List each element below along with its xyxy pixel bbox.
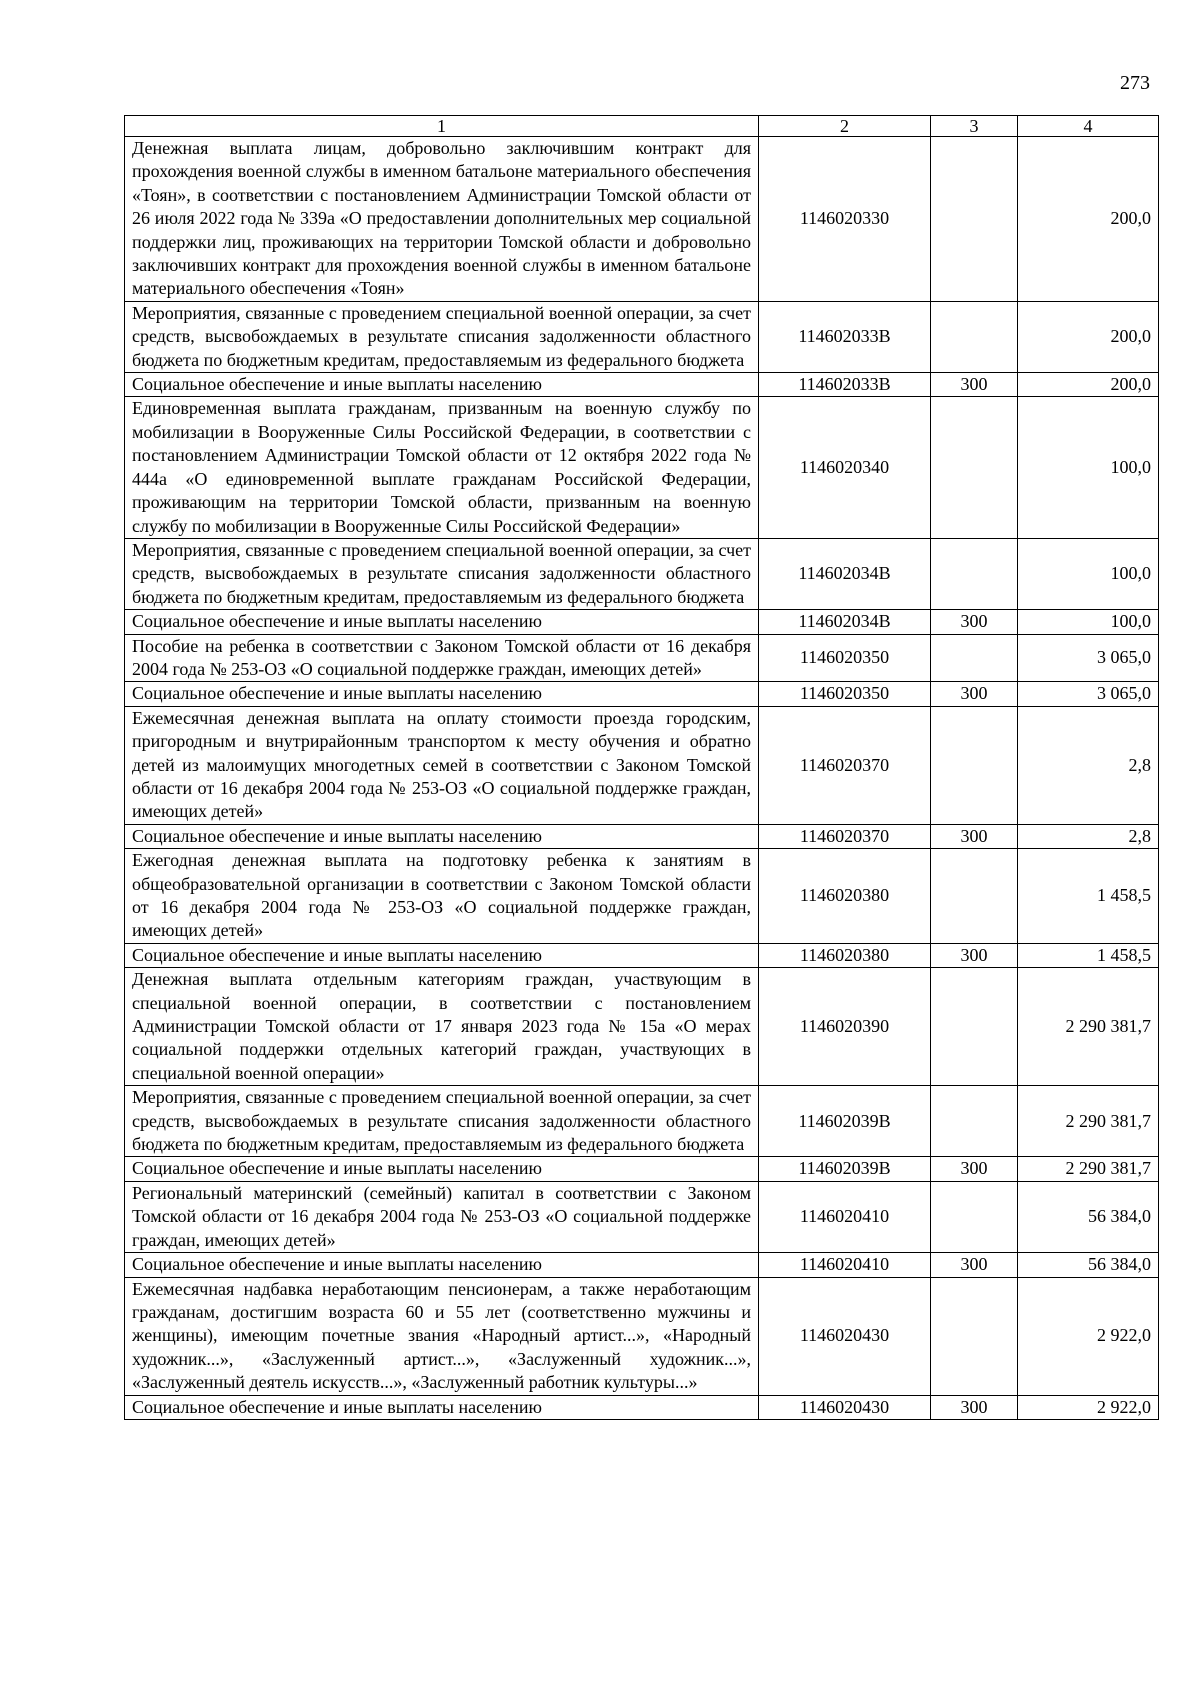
row-expense-type <box>931 634 1018 682</box>
table-row <box>125 610 1159 634</box>
row-expense-type <box>931 849 1018 944</box>
row-code: 114602039В <box>759 1086 931 1157</box>
row-amount: 100,0 <box>1018 610 1159 634</box>
row-description: Ежегодная денежная выплата на подготовку ребенка к занятиям в общеобразовательной организации в соответствии с Законом Томской области от 16 декабря 2004 года № 253-ОЗ «О социальной поддержке граждан, имеющих детей» <box>125 849 759 944</box>
table-row <box>125 1157 1159 1181</box>
table-row <box>125 301 1159 372</box>
row-description: Социальное обеспечение и иные выплаты населению <box>125 824 759 848</box>
table-row <box>125 682 1159 706</box>
row-expense-type: 300 <box>931 373 1018 397</box>
budget-table <box>124 115 1159 1420</box>
column-number-3: 3 <box>931 116 1018 137</box>
column-number-4: 4 <box>1018 116 1159 137</box>
row-code: 1146020350 <box>759 682 931 706</box>
row-amount: 100,0 <box>1018 397 1159 538</box>
row-description: Денежная выплата лицам, добровольно заключившим контракт для прохождения военной службы в именном батальоне материального обеспечения «Тоян», в соответствии с постановлением Администрации Томской области от 26 июля 2022 года № 339а «О предоставлении дополнительных мер социальной поддержки лиц, проживающих на территории Томской области и добровольно заключивших контракт для прохождения военной службы в именном батальоне материального обеспечения «Тоян» <box>125 137 759 302</box>
row-description: Мероприятия, связанные с проведением специальной военной операции, за счет средств, высвобождаемых в результате списания задолженности областного бюджета по бюджетным кредитам, предоставляемым из федерального бюджета <box>125 1086 759 1157</box>
row-expense-type: 300 <box>931 1157 1018 1181</box>
row-amount: 2,8 <box>1018 706 1159 824</box>
row-expense-type: 300 <box>931 610 1018 634</box>
row-code: 1146020370 <box>759 706 931 824</box>
row-description: Мероприятия, связанные с проведением специальной военной операции, за счет средств, высвобождаемых в результате списания задолженности областного бюджета по бюджетным кредитам, предоставляемым из федерального бюджета <box>125 538 759 609</box>
row-expense-type <box>931 301 1018 372</box>
row-expense-type <box>931 137 1018 302</box>
row-code: 1146020390 <box>759 968 931 1086</box>
table-row <box>125 968 1159 1086</box>
page-number: 273 <box>1120 72 1150 94</box>
table-row <box>125 1086 1159 1157</box>
column-number-2: 2 <box>759 116 931 137</box>
row-description: Единовременная выплата гражданам, призванным на военную службу по мобилизации в Вооруженные Силы Российской Федерации, в соответствии с постановлением Администрации Томской области от 12 октября 2022 года № 444а «О единовременной выплате гражданам Российской Федерации, проживающим на территории Томской области, призванным на военную службу по мобилизации в Вооруженные Силы Российской Федерации» <box>125 397 759 538</box>
table-row <box>125 1395 1159 1419</box>
table-row <box>125 943 1159 967</box>
row-expense-type: 300 <box>931 682 1018 706</box>
row-description: Социальное обеспечение и иные выплаты населению <box>125 943 759 967</box>
row-amount: 2,8 <box>1018 824 1159 848</box>
row-description: Региональный материнский (семейный) капитал в соответствии с Законом Томской области от 16 декабря 2004 года № 253-ОЗ «О социальной поддержке граждан, имеющих детей» <box>125 1181 759 1252</box>
table-row <box>125 373 1159 397</box>
row-expense-type <box>931 706 1018 824</box>
row-amount: 1 458,5 <box>1018 849 1159 944</box>
table-row <box>125 849 1159 944</box>
row-amount: 1 458,5 <box>1018 943 1159 967</box>
row-description: Социальное обеспечение и иные выплаты населению <box>125 682 759 706</box>
row-description: Ежемесячная надбавка неработающим пенсионерам, а также неработающим гражданам, достигшим возраста 60 и 55 лет (соответственно мужчины и женщины), имеющим почетные звания «Народный артист...», «Народный художник...», «Заслуженный артист...», «Заслуженный художник...», «Заслуженный деятель искусств...», «Заслуженный работник культуры...» <box>125 1277 759 1395</box>
row-code: 1146020380 <box>759 849 931 944</box>
row-amount: 2 922,0 <box>1018 1277 1159 1395</box>
row-description: Социальное обеспечение и иные выплаты населению <box>125 610 759 634</box>
row-expense-type <box>931 968 1018 1086</box>
row-description: Социальное обеспечение и иные выплаты населению <box>125 1395 759 1419</box>
row-description: Социальное обеспечение и иные выплаты населению <box>125 1253 759 1277</box>
row-amount: 200,0 <box>1018 373 1159 397</box>
row-code: 1146020430 <box>759 1277 931 1395</box>
row-code: 1146020410 <box>759 1181 931 1252</box>
table-body <box>125 137 1159 1420</box>
table-row <box>125 397 1159 538</box>
row-code: 114602034В <box>759 538 931 609</box>
row-code: 1146020380 <box>759 943 931 967</box>
row-code: 1146020330 <box>759 137 931 302</box>
row-code: 1146020370 <box>759 824 931 848</box>
row-amount: 56 384,0 <box>1018 1253 1159 1277</box>
table-row <box>125 1253 1159 1277</box>
row-expense-type <box>931 397 1018 538</box>
row-amount: 3 065,0 <box>1018 682 1159 706</box>
row-amount: 100,0 <box>1018 538 1159 609</box>
row-expense-type <box>931 1181 1018 1252</box>
table-row <box>125 1181 1159 1252</box>
row-expense-type <box>931 538 1018 609</box>
row-description: Социальное обеспечение и иные выплаты населению <box>125 1157 759 1181</box>
row-amount: 200,0 <box>1018 301 1159 372</box>
table-row <box>125 824 1159 848</box>
row-amount: 3 065,0 <box>1018 634 1159 682</box>
row-expense-type: 300 <box>931 943 1018 967</box>
row-expense-type <box>931 1277 1018 1395</box>
row-code: 1146020350 <box>759 634 931 682</box>
row-description: Пособие на ребенка в соответствии с Законом Томской области от 16 декабря 2004 года № 253-ОЗ «О социальной поддержке граждан, имеющих детей» <box>125 634 759 682</box>
table-row <box>125 634 1159 682</box>
row-amount: 2 922,0 <box>1018 1395 1159 1419</box>
row-expense-type: 300 <box>931 1253 1018 1277</box>
row-description: Денежная выплата отдельным категориям граждан, участвующим в специальной военной операции, в соответствии с постановлением Администрации Томской области от 17 января 2023 года № 15а «О мерах социальной поддержки отдельных категорий граждан, участвующих в специальной военной операции» <box>125 968 759 1086</box>
row-code: 1146020340 <box>759 397 931 538</box>
column-number-row <box>125 116 1159 137</box>
row-code: 114602033В <box>759 301 931 372</box>
row-description: Ежемесячная денежная выплата на оплату стоимости проезда городским, пригородным и внутрирайонным транспортом к месту обучения и обратно детей из малоимущих многодетных семей в соответствии с Законом Томской области от 16 декабря 2004 года № 253-ОЗ «О социальной поддержке граждан, имеющих детей» <box>125 706 759 824</box>
row-description: Социальное обеспечение и иные выплаты населению <box>125 373 759 397</box>
row-code: 1146020410 <box>759 1253 931 1277</box>
row-expense-type: 300 <box>931 824 1018 848</box>
table-row <box>125 1277 1159 1395</box>
row-expense-type <box>931 1086 1018 1157</box>
row-code: 114602034В <box>759 610 931 634</box>
row-amount: 2 290 381,7 <box>1018 968 1159 1086</box>
row-amount: 2 290 381,7 <box>1018 1157 1159 1181</box>
row-code: 1146020430 <box>759 1395 931 1419</box>
table-row <box>125 137 1159 302</box>
row-amount: 2 290 381,7 <box>1018 1086 1159 1157</box>
column-number-1: 1 <box>125 116 759 137</box>
row-expense-type: 300 <box>931 1395 1018 1419</box>
row-amount: 56 384,0 <box>1018 1181 1159 1252</box>
row-amount: 200,0 <box>1018 137 1159 302</box>
row-code: 114602033В <box>759 373 931 397</box>
row-code: 114602039В <box>759 1157 931 1181</box>
table-row <box>125 706 1159 824</box>
row-description: Мероприятия, связанные с проведением специальной военной операции, за счет средств, высвобождаемых в результате списания задолженности областного бюджета по бюджетным кредитам, предоставляемым из федерального бюджета <box>125 301 759 372</box>
table-row <box>125 538 1159 609</box>
